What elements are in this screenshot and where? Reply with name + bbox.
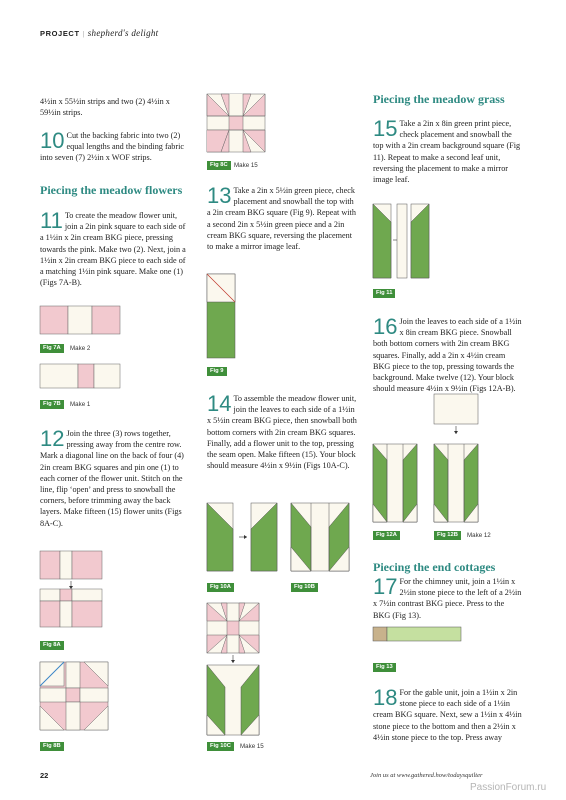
fig-10c-caption: Make 15 [240, 743, 264, 750]
fig-10a-tag: Fig 10A [207, 583, 234, 592]
fig-10c-diagram [207, 603, 261, 737]
fig-7a-caption: Make 2 [70, 345, 91, 352]
section-label: PROJECT [40, 29, 80, 38]
step-text: Take a 2in x 5½in green piece, check placement and snowball the top with a 2in cream BKG square (Fig 9). Repeat with a second 2in x 5½in green piece and a 2in cream BKG square, reversing the placement to make a mirror image leaf. [207, 186, 356, 252]
fig-12a-tag: Fig 12A [373, 531, 400, 540]
fig-11-tag: Fig 11 [373, 289, 395, 298]
step-12 [40, 428, 190, 529]
fig-8c-caption: Make 15 [234, 162, 258, 169]
step-number: 15 [373, 116, 398, 141]
step-text: To create the meadow flower unit, join a 2in pink square to each side of a 1½in x 2in cream BKG piece, pressing towards the pink. Make two (2). Next, join a 1½in x 2in cream BKG piece to each side of a matching 1½in pink square. Make one (1) (Figs 7A-B). [40, 211, 186, 288]
step-17 [373, 576, 523, 621]
step-number: 16 [373, 314, 398, 339]
step-number: 10 [40, 128, 65, 153]
step-text: For the chimney unit, join a 1½in x 2½in stone piece to the left of a 2½in x 7½in contrast BKG piece. Press to the BKG (Fig 13). [373, 577, 522, 620]
step-text: Join the leaves to each side of a 1½in x 8in cream BKG piece. Snowball both bottom corners with 2in cream BKG squares. Finally, add a 2in x 4½in cream BKG piece to the top, pressing towards the background. Make twelve (12). Your block should measure 4½in x 9½in (Figs 12A-B). [373, 317, 522, 394]
fig-12b-tag: Fig 12B [434, 531, 461, 540]
step-text: Take a 2in x 8in green print piece, check placement and snowball the top with a 2in cream background square (Fig 11). Repeat to make a second leaf unit, reversing the placement to make a mirror image leaf. [373, 119, 521, 185]
fig-11-diagram [373, 204, 431, 280]
page-header [40, 28, 158, 38]
step-16 [373, 316, 523, 394]
fig-7b-tag: Fig 7B [40, 400, 64, 409]
step-number: 17 [373, 574, 398, 599]
step-number: 18 [373, 685, 398, 710]
fig-8b-diagram [40, 662, 108, 730]
fig-8a-diagram [40, 551, 104, 629]
footer-note: Join us at www.gathered.how/todaysquilter [370, 772, 483, 779]
step-number: 12 [40, 426, 65, 451]
step-number: 13 [207, 183, 232, 208]
project-title: shepherd's delight [87, 28, 159, 38]
fig-13-diagram [373, 627, 463, 643]
fig-9-diagram [207, 274, 237, 360]
step-text: For the gable unit, join a 1½in x 2in stone piece to each side of a 1½in cream BKG square. Next, sew a 1½in x 4½in stone piece to the bottom and then a 2½in x 4½in stone piece to the top. Press away [373, 688, 522, 742]
step-number: 11 [40, 208, 63, 233]
fig-10a-diagram [207, 503, 279, 573]
step-10 [40, 130, 190, 164]
step-text: Cut the backing fabric into two (2) equal lengths and the binding fabric into seven (7) 2½in x WOF strips. [40, 131, 185, 163]
fig-9-tag: Fig 9 [207, 367, 227, 376]
heading-end-cottages: Piecing the end cottages [373, 560, 496, 574]
step-11 [40, 210, 190, 288]
fig-10b-diagram [291, 503, 351, 573]
step-14 [207, 393, 357, 471]
fig-12b-diagram [434, 394, 480, 524]
fig-7a-tag: Fig 7A [40, 344, 64, 353]
intro-text: 4½in x 55½in strips and two (2) 4½in x 59½in strips. [40, 97, 170, 118]
step-number: 14 [207, 391, 232, 416]
fig-8c-diagram [207, 94, 265, 152]
fig-12b-caption: Make 12 [467, 532, 491, 539]
fig-7b-diagram [40, 364, 120, 390]
step-15 [373, 118, 523, 185]
step-text: To assemble the meadow flower unit, join the leaves to each side of a 1½in x 5½in cream BKG piece, then snowball both bottom corners with 2in cream BKG squares. Finally, add a flower unit to the top, pressing the seam open. Make fifteen (15). Your block should measure 4½in x 9½in (Figs 10A-C). [207, 394, 357, 471]
fig-8b-tag: Fig 8B [40, 742, 64, 751]
fig-12a-diagram [373, 444, 419, 524]
step-text: Join the three (3) rows together, pressing away from the centre row. Mark a diagonal line on the back of four (4) 2in cream BKG squares and pin one (1) to each corner of the flower unit. Stitch on the line, flip ‘open’ and press to snowball the corners, before trimming away the back layers. Make fifteen (15) flower units (Figs 8A-C). [40, 429, 184, 528]
header-separator: | [82, 29, 85, 38]
fig-13-tag: Fig 13 [373, 663, 396, 672]
fig-10b-tag: Fig 10B [291, 583, 318, 592]
step-13 [207, 185, 357, 252]
fig-7a-diagram [40, 306, 120, 336]
watermark: PassionForum.ru [470, 782, 547, 793]
fig-7b-caption: Make 1 [70, 401, 91, 408]
heading-meadow-grass: Piecing the meadow grass [373, 92, 505, 106]
fig-8a-tag: Fig 8A [40, 641, 64, 650]
fig-10c-tag: Fig 10C [207, 742, 234, 751]
heading-meadow-flowers: Piecing the meadow flowers [40, 183, 183, 197]
page-number: 22 [40, 771, 49, 780]
fig-8c-tag: Fig 8C [207, 161, 231, 170]
step-18 [373, 687, 523, 743]
